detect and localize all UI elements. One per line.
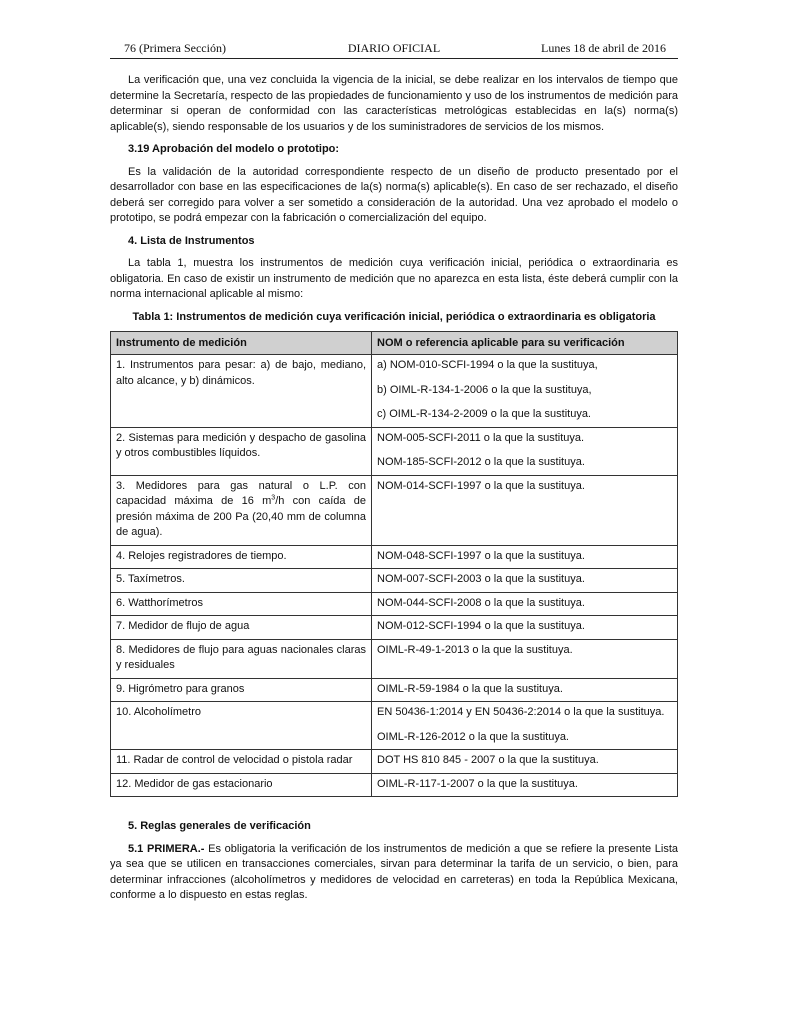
section-4-paragraph: La tabla 1, muestra los instrumentos de medición cuya verificación inicial, periódica o extraordinaria es obligatoria. En caso de existir un instrumento de medición que no aparezca en esta lista, éste deberá cumplir con la norma internacional aplicable al mismo: xyxy=(110,257,678,300)
table-row xyxy=(111,427,678,475)
instrument-cell: 11. Radar de control de velocidad o pistola radar xyxy=(111,750,372,774)
table-row xyxy=(111,592,678,616)
reference-item: OIML-R-126-2012 o la que la sustituya. xyxy=(377,730,569,743)
reference-cell xyxy=(372,750,678,774)
table-row xyxy=(111,545,678,569)
reference-cell xyxy=(372,616,678,640)
reference-item: NOM-048-SCFI-1997 o la que la sustituya. xyxy=(377,549,585,562)
reference-item: b) OIML-R-134-1-2006 o la que la sustituya, xyxy=(377,383,592,396)
section-3-19-heading: 3.19 Aprobación del modelo o prototipo: xyxy=(128,143,340,155)
publication-date: Lunes 18 de abril de 2016 xyxy=(541,41,666,55)
page-section-label: 76 (Primera Sección) xyxy=(124,41,226,55)
section-5-1-text: Es obligatoria la verificación de los instrumentos de medición a que se refiere la presente Lista ya sea que se utilicen en transacciones comerciales, sirvan para determinar la tarifa de un servicio, o bien, para determinar infracciones (alcoholímetros y medidores de velocidad en carreteras) en toda la República Mexicana, conforme a lo dispuesto en estas reglas. xyxy=(110,842,678,901)
instrument-cell: 6. Watthorímetros xyxy=(111,592,372,616)
instrument-cell: 7. Medidor de flujo de agua xyxy=(111,616,372,640)
reference-item: NOM-005-SCFI-2011 o la que la sustituya. xyxy=(377,431,585,444)
reference-cell xyxy=(372,678,678,702)
table-row xyxy=(111,678,678,702)
reference-cell xyxy=(372,592,678,616)
table-row xyxy=(111,702,678,750)
section-5-1-paragraph xyxy=(110,842,678,904)
publication-title: DIARIO OFICIAL xyxy=(347,41,441,55)
instrument-cell: 10. Alcoholímetro xyxy=(111,702,372,750)
table-title: Tabla 1: Instrumentos de medición cuya verificación inicial, periódica o extraordinaria es obligatoria xyxy=(132,310,656,323)
reference-item: NOM-185-SCFI-2012 o la que la sustituya. xyxy=(377,456,585,468)
reference-item: DOT HS 810 845 - 2007 o la que la sustituya. xyxy=(377,754,599,766)
reference-cell xyxy=(372,569,678,593)
section-5-heading: 5. Reglas generales de verificación xyxy=(128,820,311,832)
instrument-cell: 9. Higrómetro para granos xyxy=(111,678,372,702)
reference-cell xyxy=(372,702,678,750)
column-header-instrument: Instrumento de medición xyxy=(111,332,372,355)
reference-cell xyxy=(372,545,678,569)
page-header xyxy=(110,40,678,59)
section-4-heading: 4. Lista de Instrumentos xyxy=(128,234,255,247)
table-row xyxy=(111,355,678,428)
table-row xyxy=(111,639,678,678)
instrument-cell: 12. Medidor de gas estacionario xyxy=(111,773,372,797)
superscript: 3 xyxy=(271,494,276,502)
table-row xyxy=(111,616,678,640)
table-row xyxy=(111,750,678,774)
section-5-1-lead: 5.1 PRIMERA.- xyxy=(128,842,205,855)
reference-cell xyxy=(372,773,678,797)
reference-item: NOM-044-SCFI-2008 o la que la sustituya. xyxy=(377,596,585,609)
reference-item: NOM-012-SCFI-1994 o la que la sustituya. xyxy=(377,620,585,632)
instrument-cell: 4. Relojes registradores de tiempo. xyxy=(111,545,372,569)
table-header-row xyxy=(111,332,678,355)
reference-item: EN 50436-1:2014 y EN 50436-2:2014 o la que la sustituya. xyxy=(377,706,665,718)
instrument-cell: 8. Medidores de flujo para aguas nacionales claras y residuales xyxy=(111,639,372,678)
section-3-19-paragraph: Es la validación de la autoridad correspondiente respecto de un diseño de producto presentado por el desarrollador con base en las especificaciones de la(s) norma(s) aplicable(s). En caso de ser rechazado, el diseño deberá ser corregido para volver a ser sometido a consideración de la autoridad. Una vez aprobado el modelo o prototipo, se podrá empezar con la fabricación o comercialización del equipo. xyxy=(110,165,678,224)
instrument-cell: 2. Sistemas para medición y despacho de gasolina y otros combustibles líquidos. xyxy=(111,427,372,475)
instrument-text: /h con caída de presión máxima de 200 Pa (20,40 mm de columna de agua). xyxy=(116,495,367,538)
reference-cell xyxy=(372,427,678,475)
instrument-cell xyxy=(111,475,372,545)
instrument-cell: 5. Taxímetros. xyxy=(111,569,372,593)
instrument-text: 3. Medidores para gas natural o L.P. con capacidad máxima de 16 m xyxy=(116,479,366,507)
reference-item: OIML-R-49-1-2013 o la que la sustituya. xyxy=(377,643,573,656)
reference-cell xyxy=(372,475,678,545)
table-row xyxy=(111,569,678,593)
instruments-table xyxy=(110,331,678,797)
instrument-cell: 1. Instrumentos para pesar: a) de bajo, mediano, alto alcance, y b) dinámicos. xyxy=(111,355,372,428)
reference-item: a) NOM-010-SCFI-1994 o la que la sustituya, xyxy=(377,359,598,371)
column-header-reference: NOM o referencia aplicable para su verificación xyxy=(372,332,678,355)
table-row xyxy=(111,475,678,545)
reference-item: NOM-007-SCFI-2003 o la que la sustituya. xyxy=(377,573,585,585)
reference-item: c) OIML-R-134-2-2009 o la que la sustituya. xyxy=(377,408,591,420)
table-row xyxy=(111,773,678,797)
reference-cell xyxy=(372,355,678,428)
document-page xyxy=(110,40,678,904)
reference-item: NOM-014-SCFI-1997 o la que la sustituya. xyxy=(377,479,585,492)
reference-item: OIML-R-59-1984 o la que la sustituya. xyxy=(377,682,563,695)
intro-paragraph: La verificación que, una vez concluida la vigencia de la inicial, se debe realizar en los intervalos de tiempo que determine la Secretaría, respecto de las propiedades de funcionamiento y uso de los instrumentos de medición para determinar si operan de conformidad con las características metrológicas establecidas en la(s) norma(s) aplicable(s), siendo responsable de los usuarios y de los suministradores de servicios de los mismos. xyxy=(110,74,678,133)
reference-cell xyxy=(372,639,678,678)
reference-item: OIML-R-117-1-2007 o la que la sustituya. xyxy=(377,777,578,790)
